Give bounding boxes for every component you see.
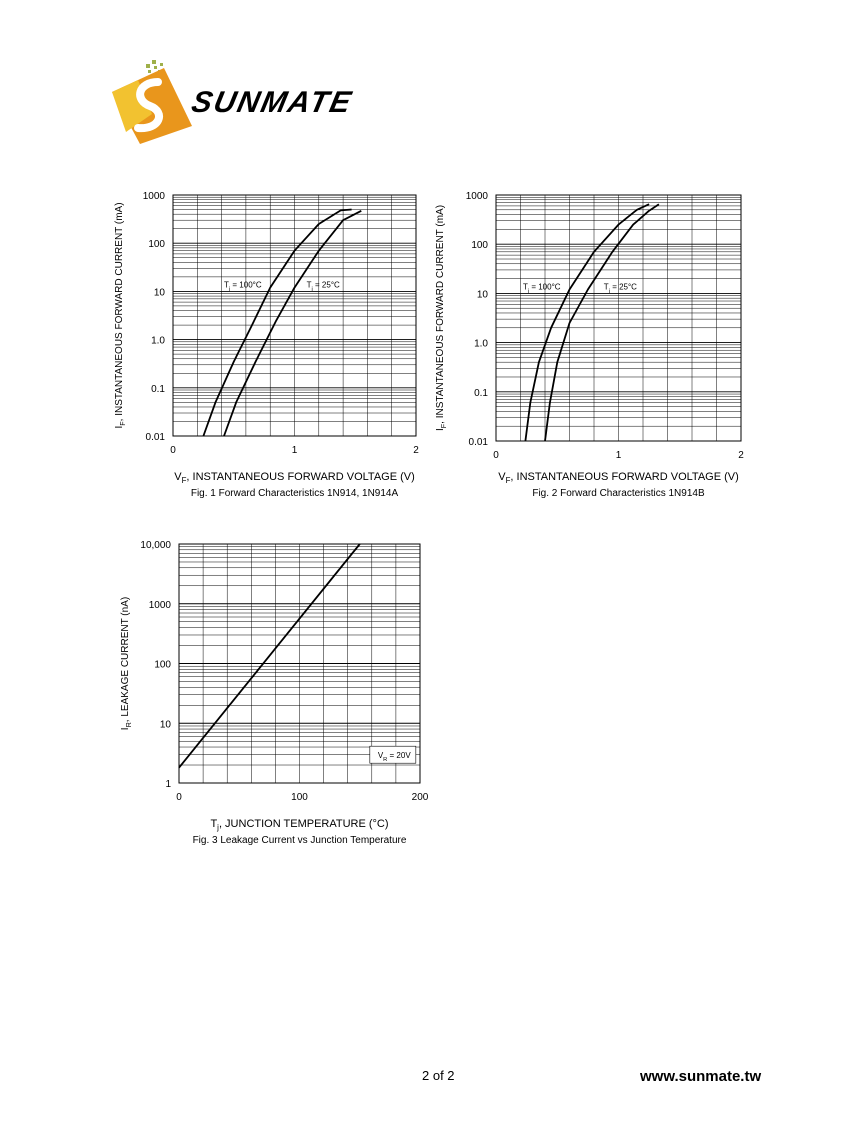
chart-title: Fig. 1 Forward Characteristics 1N914, 1N914A [190, 488, 399, 499]
fig3-svg [100, 530, 440, 850]
x-tick-label: 0 [170, 445, 176, 456]
y-axis-label-sub: R [124, 722, 133, 728]
annotation-label-rest: = 100°C [230, 280, 262, 290]
annotation-label-rest: = 20V [387, 751, 411, 761]
chart-title: Fig. 2 Forward Characteristics 1N914B [532, 488, 705, 499]
x-axis-label-main: V [498, 471, 506, 483]
y-axis-label [120, 597, 133, 730]
tick-labels [140, 540, 428, 803]
annotation-label-sub: j [228, 286, 231, 293]
y-tick-label: 1000 [142, 191, 165, 202]
x-tick-label: 0 [176, 792, 182, 803]
series-line [545, 204, 659, 441]
y-tick-label: 100 [148, 239, 165, 251]
fig1-svg [100, 180, 430, 510]
logo-wordmark: SUNMATE [188, 86, 356, 119]
y-tick-label: 10 [159, 719, 171, 731]
y-axis-label-rest: , INSTANTANEOUS FORWARD CURRENT (mA) [114, 202, 125, 422]
annotation-label-main: T [522, 282, 528, 292]
annotation-label-main: T [224, 280, 229, 290]
y-tick-label: 0.01 [145, 432, 165, 443]
y-tick-label: 1000 [148, 599, 171, 611]
x-axis-label-rest: , INSTANTANEOUS FORWARD VOLTAGE (V) [186, 471, 415, 483]
y-tick-label: 0.1 [151, 383, 165, 395]
annotation-label-sub: j [608, 288, 610, 295]
y-axis-label-main: I [120, 727, 131, 731]
x-axis-label [174, 471, 415, 485]
x-tick-label: 200 [411, 792, 429, 803]
annotation-label [224, 281, 262, 293]
x-tick-label: 1 [615, 450, 622, 461]
y-tick-label: 1 [165, 779, 171, 790]
y-tick-label: 0.1 [474, 387, 488, 399]
y-tick-label: 10 [476, 289, 488, 301]
tick-labels [143, 191, 419, 456]
y-tick-label: 100 [471, 240, 488, 252]
chart-fig3 [100, 530, 440, 855]
x-tick-label: 2 [413, 445, 419, 456]
y-tick-label: 10 [153, 287, 165, 299]
x-axis-label [498, 471, 739, 485]
page-number: 2 of 2 [422, 1068, 455, 1083]
x-axis-label-main: T [210, 818, 218, 830]
y-axis-label [435, 205, 448, 431]
y-axis-label-rest: , LEAKAGE CURRENT (nA) [120, 596, 131, 723]
y-tick-label: 1.0 [474, 338, 488, 350]
x-axis-label-sub: F [181, 476, 187, 485]
annotation-label-sub: R [383, 757, 388, 764]
y-axis-label-sub: F [118, 421, 127, 426]
logo-emblem [112, 68, 192, 144]
x-axis-label-main: V [174, 471, 182, 483]
chart-title: Fig. 3 Leakage Current vs Junction Temperature [192, 835, 407, 846]
annotation-label-rest: = 25°C [312, 280, 340, 290]
y-tick-label: 0.01 [468, 437, 488, 448]
sunmate-logo [108, 56, 378, 148]
annotation-label-rest: = 25°C [609, 282, 637, 292]
series-line [179, 544, 360, 768]
y-tick-label: 1000 [465, 191, 488, 202]
x-axis-label [210, 818, 388, 832]
annotation-label-main: T [603, 282, 609, 292]
y-tick-label: 100 [154, 659, 171, 671]
annotation-label-sub: j [527, 288, 530, 295]
x-axis-label-rest: , JUNCTION TEMPERATURE (°C) [218, 818, 389, 830]
y-axis-label-main: I [114, 425, 125, 429]
x-tick-label: 100 [291, 792, 308, 803]
y-axis-label [114, 202, 127, 428]
annotation-label-main: V [377, 751, 384, 761]
y-tick-label: 10,000 [140, 540, 171, 551]
annotation-label [604, 283, 637, 295]
chart-fig1 [100, 180, 430, 515]
annotation-label [523, 283, 561, 295]
annotation-label [307, 281, 340, 293]
annotation-label-main: T [306, 280, 312, 290]
chart-fig2 [426, 180, 756, 515]
y-tick-label: 1.0 [151, 335, 165, 347]
y-axis-label-main: I [435, 428, 446, 432]
fig2-svg [426, 180, 756, 510]
x-axis-label-rest: , INSTANTANEOUS FORWARD VOLTAGE (V) [510, 471, 739, 483]
x-tick-label: 0 [493, 450, 499, 461]
y-axis-label-sub: F [439, 423, 448, 429]
grid [496, 195, 741, 441]
website-url: www.sunmate.tw [640, 1068, 762, 1085]
x-axis-label-sub: F [505, 476, 511, 485]
x-tick-label: 2 [738, 450, 744, 461]
x-tick-label: 1 [291, 445, 298, 456]
annotation-label-sub: j [311, 286, 313, 293]
y-axis-label-rest: , INSTANTANEOUS FORWARD CURRENT (mA) [435, 204, 446, 424]
tick-labels [466, 191, 744, 461]
series-line [522, 204, 649, 441]
x-axis-label-sub: j [217, 823, 219, 832]
grid [173, 195, 416, 436]
annotation-label-rest: = 100°C [529, 282, 561, 292]
